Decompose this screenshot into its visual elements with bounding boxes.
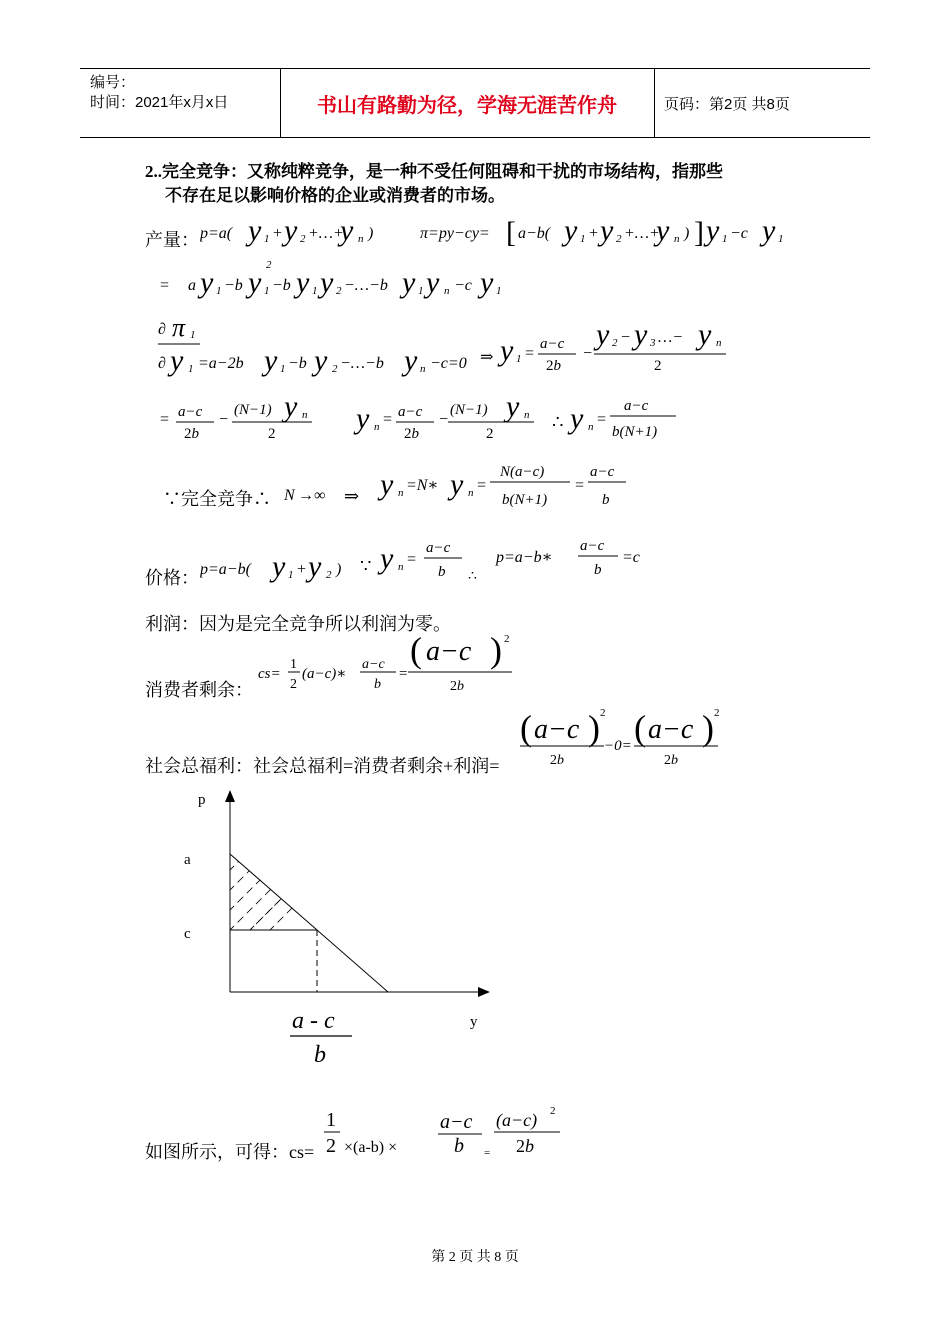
svg-text:2: 2: [326, 1135, 336, 1157]
formula-svg: [158, 312, 758, 382]
svg-text:⇒: ⇒: [344, 486, 360, 506]
svg-text:a−c: a−c: [624, 398, 649, 414]
svg-text:y: y: [480, 266, 494, 299]
svg-text:2: 2: [266, 259, 272, 271]
svg-text:y: y: [248, 266, 262, 299]
svg-text:−b: −b: [224, 277, 243, 294]
formula-social-welfare: [518, 702, 738, 776]
svg-text:a−c: a−c: [178, 404, 203, 420]
svg-text:=N∗: =N∗: [406, 477, 439, 494]
svg-text:2b: 2b: [546, 358, 561, 374]
svg-text:y: y: [570, 402, 584, 435]
svg-text:∴: ∴: [552, 412, 564, 432]
formula-profit-expanded: [160, 256, 560, 306]
svg-text:n: n: [588, 421, 594, 433]
formula-svg: [284, 454, 644, 510]
x-axis-label: y: [470, 1014, 478, 1030]
profit-text: 利润：因为是完全竞争所以利润为零。: [145, 614, 451, 634]
svg-text:n: n: [302, 409, 308, 421]
header-meta: [90, 73, 228, 113]
formula-svg: [200, 532, 670, 588]
svg-text:+…+: +…+: [624, 225, 660, 242]
svg-text:∴: ∴: [468, 569, 477, 584]
svg-text:y: y: [402, 266, 416, 299]
svg-text:−c: −c: [454, 277, 472, 294]
svg-text:b(N+1): b(N+1): [502, 492, 548, 508]
svg-text:y: y: [308, 550, 322, 583]
svg-text:1: 1: [778, 233, 784, 245]
svg-text:1: 1: [264, 285, 270, 297]
svg-text:n: n: [468, 487, 474, 499]
svg-text:a−c: a−c: [440, 1111, 473, 1133]
svg-text:a−c: a−c: [426, 636, 472, 667]
svg-text:y: y: [450, 468, 464, 501]
svg-text:⇒: ⇒: [480, 349, 494, 366]
svg-text:2: 2: [550, 1105, 556, 1117]
svg-text:−: −: [218, 411, 229, 428]
svg-text:1: 1: [190, 329, 196, 341]
formula-first-order-condition: [158, 312, 758, 386]
svg-text:b: b: [438, 564, 446, 580]
svg-text:=: =: [160, 277, 170, 294]
svg-text:y: y: [600, 214, 614, 247]
header-page-label: 页码：第2页 共8页: [664, 96, 790, 113]
svg-text:=: =: [160, 411, 170, 428]
svg-text:[: [: [506, 216, 516, 249]
svg-text:1: 1: [496, 285, 502, 297]
svg-text:1: 1: [418, 285, 424, 297]
svg-text:2b: 2b: [516, 1136, 534, 1156]
svg-text:y: y: [506, 390, 520, 423]
svg-text:1: 1: [312, 285, 318, 297]
svg-text:(N−1): (N−1): [234, 402, 272, 418]
svg-text:y: y: [380, 468, 394, 501]
svg-text:y: y: [762, 214, 776, 247]
price-label: 价格：: [145, 568, 199, 588]
svg-text:n: n: [398, 487, 404, 499]
graph-svg: [170, 780, 510, 1080]
svg-text:]: ]: [694, 216, 704, 249]
svg-text:=: =: [406, 551, 417, 568]
demand-graph: [170, 780, 510, 1084]
x-axis-arrow: [478, 987, 490, 997]
section-title: [145, 160, 825, 208]
svg-text:2: 2: [326, 569, 332, 581]
svg-text:−: −: [438, 411, 449, 428]
svg-text:2: 2: [504, 633, 510, 645]
svg-text:n: n: [674, 233, 680, 245]
svg-text:(: (: [520, 708, 532, 748]
svg-text:1: 1: [216, 285, 222, 297]
formula-price: [200, 532, 670, 592]
svg-text:y: y: [500, 334, 514, 367]
formula-svg: [320, 1100, 570, 1164]
svg-text:y: y: [340, 214, 354, 247]
svg-text:+…+: +…+: [308, 225, 344, 242]
svg-text:y: y: [356, 402, 370, 435]
svg-text:=: =: [382, 411, 393, 428]
svg-text:): ): [702, 708, 714, 748]
svg-text:y: y: [170, 344, 184, 377]
svg-text:y: y: [272, 550, 286, 583]
svg-text:a−c: a−c: [362, 657, 385, 672]
svg-text:N: N: [284, 487, 295, 504]
svg-text:b: b: [374, 677, 381, 692]
svg-text:2: 2: [654, 358, 662, 374]
svg-text:1: 1: [280, 363, 286, 375]
formula-cs-area: [320, 1100, 570, 1168]
svg-text:b: b: [454, 1135, 464, 1157]
svg-text:2: 2: [612, 337, 618, 349]
svg-text:∵: ∵: [360, 556, 372, 576]
consumer-surplus-hatch: [210, 830, 370, 970]
svg-text:a−c: a−c: [540, 336, 565, 352]
svg-text:=a−2b: =a−2b: [198, 355, 244, 372]
svg-text:+: +: [272, 225, 283, 242]
svg-text:−: −: [620, 329, 631, 346]
svg-text:n: n: [358, 233, 364, 245]
svg-text:p=a−b(: p=a−b(: [200, 561, 251, 578]
svg-text:=: =: [596, 411, 607, 428]
svg-text:2: 2: [616, 233, 622, 245]
svg-text:∂: ∂: [158, 321, 166, 338]
svg-text:+: +: [588, 225, 599, 242]
svg-text:2b: 2b: [450, 679, 464, 694]
svg-text:b: b: [602, 492, 610, 508]
svg-text:2: 2: [336, 285, 342, 297]
svg-text:y: y: [564, 214, 578, 247]
svg-text:=: =: [476, 477, 487, 494]
y-axis-arrow: [225, 790, 235, 802]
svg-text:π=py−cy=: π=py−cy=: [420, 225, 490, 242]
svg-text:a−b(: a−b(: [518, 225, 551, 242]
svg-text:=: =: [574, 477, 585, 494]
svg-text:a−c: a−c: [580, 538, 605, 554]
svg-text:(a−c)∗: (a−c)∗: [302, 666, 347, 682]
svg-text:(: (: [634, 708, 646, 748]
tick-c-label: c: [184, 926, 191, 942]
svg-text:…−: …−: [658, 329, 684, 346]
svg-text:2: 2: [290, 677, 297, 692]
formula-svg: [160, 256, 560, 302]
svg-text:p=a−b∗: p=a−b∗: [496, 549, 553, 566]
header-divider: [654, 69, 655, 137]
svg-text:y: y: [380, 542, 394, 575]
formula-svg: [160, 388, 700, 444]
svg-text:n: n: [374, 421, 380, 433]
svg-text:2: 2: [714, 707, 720, 719]
consumer-surplus-label: 消费者剩余：: [145, 680, 253, 700]
svg-text:−…−b: −…−b: [340, 355, 384, 372]
svg-text:1: 1: [264, 233, 270, 245]
quantity-numerator: a - c: [292, 1008, 335, 1034]
svg-text:2: 2: [600, 707, 606, 719]
svg-text:y: y: [634, 318, 648, 351]
svg-text:n: n: [444, 285, 450, 297]
svg-text:a−c: a−c: [590, 464, 615, 480]
svg-text:y: y: [404, 344, 418, 377]
svg-text:2b: 2b: [664, 753, 678, 768]
svg-text:(a−c): (a−c): [496, 1110, 538, 1130]
svg-text:a: a: [188, 277, 196, 294]
svg-text:N(a−c): N(a−c): [500, 464, 545, 480]
svg-text:2b: 2b: [550, 753, 564, 768]
svg-text:1: 1: [580, 233, 586, 245]
svg-text:n: n: [716, 337, 722, 349]
svg-text:−0=: −0=: [604, 738, 632, 754]
svg-text:−b: −b: [288, 355, 307, 372]
y-axis-label: p: [198, 792, 206, 808]
svg-text:1: 1: [516, 353, 522, 365]
svg-text:y: y: [426, 266, 440, 299]
svg-text:y: y: [296, 266, 310, 299]
svg-text:y: y: [320, 266, 334, 299]
svg-text:π: π: [172, 313, 186, 342]
svg-text:): ): [368, 225, 374, 242]
svg-text:→∞: →∞: [298, 487, 326, 504]
svg-text:−c=0: −c=0: [430, 355, 467, 372]
svg-text:): ): [588, 708, 600, 748]
doc-number-label: 编号：: [90, 74, 136, 91]
svg-text:y: y: [284, 390, 298, 423]
svg-text:2: 2: [300, 233, 306, 245]
svg-text:2: 2: [268, 426, 276, 442]
svg-text:y: y: [248, 214, 262, 247]
svg-text:a−c: a−c: [426, 540, 451, 556]
svg-text:=: =: [524, 345, 535, 362]
doc-time-label: 时间：2021年x月x日: [90, 94, 229, 111]
svg-text:1: 1: [188, 363, 194, 375]
formula-consumer-surplus: [258, 630, 528, 700]
formula-svg: [258, 630, 528, 696]
svg-text:−: −: [582, 345, 593, 362]
formula-limit: [284, 454, 644, 514]
svg-text:a−c: a−c: [398, 404, 423, 420]
svg-text:): ): [336, 561, 342, 578]
quantity-denominator: b: [314, 1042, 326, 1068]
perfect-competition-label: ∵完全竞争∴: [163, 489, 271, 509]
svg-text:1: 1: [722, 233, 728, 245]
svg-text:−…−b: −…−b: [344, 277, 388, 294]
svg-text:y: y: [264, 344, 278, 377]
svg-text:1: 1: [290, 657, 297, 672]
svg-text:y: y: [284, 214, 298, 247]
svg-text:2b: 2b: [404, 426, 419, 442]
svg-text:): ): [490, 630, 502, 670]
as-shown-label: 如图所示，可得：cs=: [145, 1142, 315, 1162]
svg-text:a−c: a−c: [648, 714, 694, 745]
as-shown-mid: ×(a-b) ×: [344, 1139, 398, 1156]
section-title-line: 不存在足以影响价格的企业或消费者的市场。: [165, 186, 505, 205]
social-welfare-label: 社会总福利：社会总福利=消费者剩余+利润=: [145, 756, 500, 776]
svg-text:): ): [684, 225, 690, 242]
svg-text:1: 1: [288, 569, 294, 581]
svg-text:a−c: a−c: [534, 714, 580, 745]
demand-line: [230, 854, 388, 992]
svg-text:(: (: [410, 630, 422, 670]
svg-text:cs=: cs=: [258, 666, 281, 682]
formula-profit-function: [200, 212, 820, 258]
formula-svg: [200, 212, 820, 254]
svg-text:b(N+1): b(N+1): [612, 424, 658, 440]
svg-text:−c: −c: [730, 225, 748, 242]
section-title-line: 2..完全竞争：又称纯粹竞争，是一种不受任何阻碍和干扰的市场结构，指那些: [145, 162, 723, 181]
svg-text:+: +: [296, 561, 307, 578]
svg-text:2b: 2b: [184, 426, 199, 442]
formula-reaction: [160, 388, 700, 448]
svg-text:=: =: [484, 1147, 491, 1159]
svg-text:=: =: [398, 666, 409, 682]
svg-text:=c: =c: [622, 549, 640, 566]
tick-a-label: a: [184, 852, 191, 868]
svg-text:3: 3: [650, 337, 656, 349]
svg-text:y: y: [656, 214, 670, 247]
svg-text:y: y: [596, 318, 610, 351]
svg-text:(N−1): (N−1): [450, 402, 488, 418]
svg-text:n: n: [398, 561, 404, 573]
page-header: [80, 68, 870, 138]
page-footer: 第 2 页 共 8 页: [431, 1250, 519, 1265]
svg-text:n: n: [524, 409, 530, 421]
svg-text:y: y: [314, 344, 328, 377]
svg-text:y: y: [200, 266, 214, 299]
svg-text:y: y: [698, 318, 712, 351]
formula-svg: [518, 702, 738, 772]
svg-text:∂: ∂: [158, 355, 166, 372]
svg-text:y: y: [706, 214, 720, 247]
output-label: 产量：: [145, 230, 199, 250]
svg-text:2: 2: [486, 426, 494, 442]
svg-text:−b: −b: [272, 277, 291, 294]
header-motto: 书山有路勤为径，学海无涯苦作舟: [317, 94, 617, 117]
svg-text:2: 2: [332, 363, 338, 375]
svg-text:p=a(: p=a(: [200, 225, 233, 242]
svg-text:1: 1: [326, 1109, 336, 1131]
svg-text:b: b: [594, 562, 602, 578]
svg-text:n: n: [420, 363, 426, 375]
